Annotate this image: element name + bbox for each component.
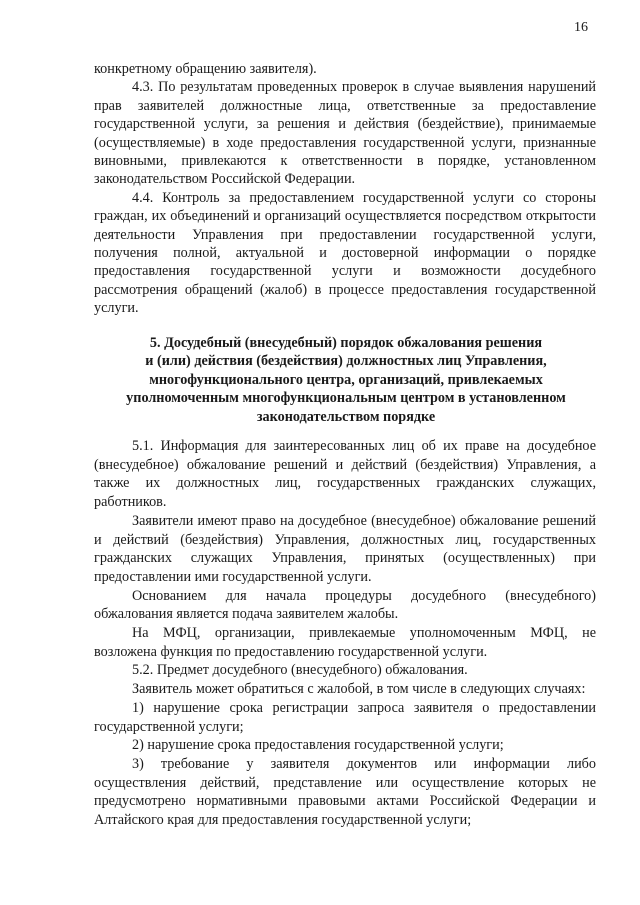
paragraph-continuation: конкретному обращению заявителя). [94,61,317,77]
paragraph-4-3: 4.3. По результатам проведенных проверок в случае выявления нарушений прав заявителей должностные лица, ответственные за предоставление государственной услуги, за решения и действия (бездействие), принимаемые (осуществляемые) в ходе предоставления государственной услуги, признанные виновными, привлекаются к ответственности в порядке, установленном законодательством Российской Федерации. [94,79,596,188]
list-item: 2) нарушение срока предоставления государственной услуги; [132,737,504,754]
paragraph-grounds: Основанием для начала процедуры досудебного (внесудебного) обжалования является подача заявителем жалобы. [94,587,596,623]
paragraph-right-to-appeal: Заявители имеют право на досудебное (внесудебное) обжалование решений и действий (бездействия) Управления, должностных лиц, государственных гражданских служащих Управления, принятых (осуществленных) при предоставлении ими государственной услуги. [94,512,596,585]
page-number: 16 [574,20,588,35]
heading-line: и (или) действия (бездействия) должностных лиц Управления, [145,353,547,370]
paragraph-5-2: 5.2. Предмет досудебного (внесудебного) обжалования. [132,662,468,679]
section-4-text [94,60,596,318]
heading-line: уполномоченным многофункциональным центром в установленном [126,390,566,407]
paragraph-5-1: 5.1. Информация для заинтересованных лиц об их праве на досудебное (внесудебное) обжалование решений и действий (бездействия) Управления, а также их должностных лиц, государственных гражданских служащих, работников. [94,438,596,511]
heading-line: законодательством порядке [256,408,436,425]
list-item: 3) требование у заявителя документов или информации либо осуществления действий, представление или осуществление которых не предусмотрено нормативными правовыми актами Российской Федерации и Алтайского края для предоставления государственной услуги; [94,755,596,829]
paragraph-4-4: 4.4. Контроль за предоставлением государственной услуги со стороны граждан, их объединений и организаций осуществляется посредством открытости деятельности Управления при предоставлении государственной услуги, получения полной, актуальной и достоверной информации о порядке предоставления государственной услуги и возможности досудебного рассмотрения обращений (жалоб) в процессе предоставления государственной услуги. [94,189,596,317]
section-5-text [94,437,596,830]
section-5-heading [100,334,592,426]
heading-line: многофункционального центра, организаций, привлекаемых [149,371,543,388]
paragraph-mfc: На МФЦ, организации, привлекаемые уполномоченным МФЦ, не возложена функция по предоставлению государственной услуги. [94,625,596,660]
list-item: 1) нарушение срока регистрации запроса заявителя о предоставлении государственной услуги; [94,699,596,735]
heading-line: 5. Досудебный (внесудебный) порядок обжалования решения [149,335,543,351]
paragraph-complaint-cases: Заявитель может обратиться с жалобой, в том числе в следующих случаях: [132,681,586,698]
